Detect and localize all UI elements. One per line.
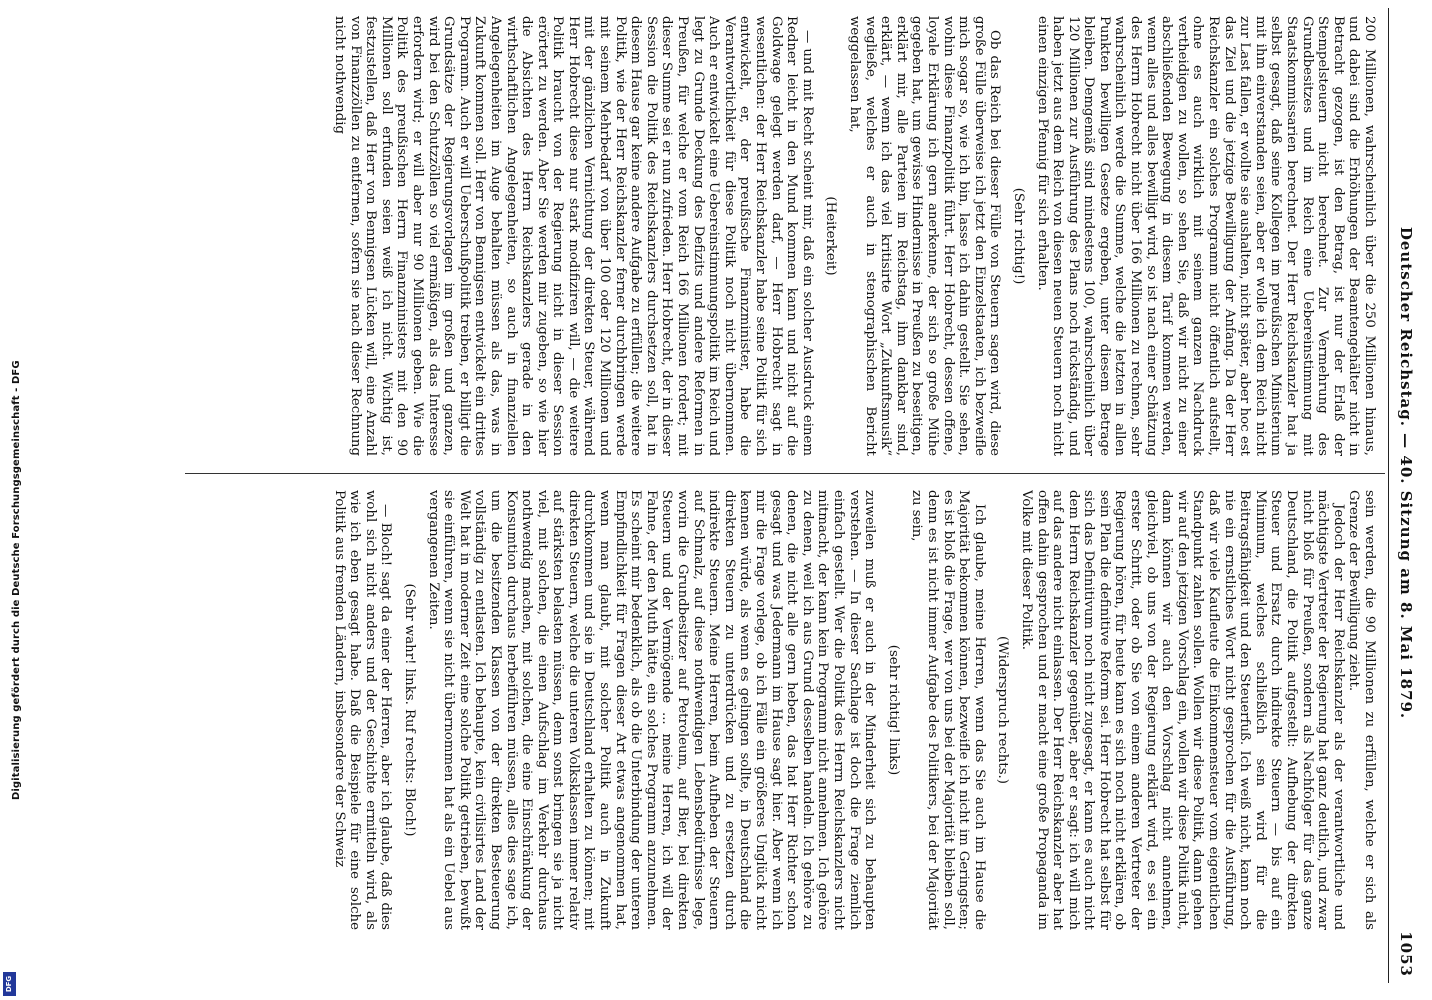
- interjection: (sehr richtig! links): [885, 644, 901, 776]
- page-number: 1053: [1397, 931, 1415, 977]
- left-column: [187, 16, 1377, 456]
- running-title: Deutscher Reichstag. — 40. Sitzung am 8. Mai 1879.: [1397, 226, 1415, 720]
- dfg-logo: [3, 972, 16, 996]
- interjection: (Heiterkeit): [823, 196, 839, 276]
- interjection: (Widerspruch rechts.): [995, 636, 1011, 784]
- right-column: [187, 490, 1377, 930]
- interjection: (Sehr richtig!): [1010, 187, 1026, 285]
- digitisation-notice-text: Digitalisierung gefördert durch die Deutsche Forschungsgemeinschaft - DFG: [11, 360, 22, 800]
- paragraph: 200 Millionen, wahrscheinlich über die 250 Millionen hinaus, und dabei sind die Erhöhungen der Beamtengehälter nicht in Betracht gezogen, ist den Betrag, ist nur der Erlaß der Stempelsteuern nicht berechnet. Zur Vermehrung des Grundbesitzes und im Reich eine Uebereinstimmung mit Staatskommissarien berechnet. Der Herr Reichskanzler hat ja selbst gesagt, daß seine Kollegen im preußischen Ministerium mit ihm einverstanden seien, aber er wolle ich dem Reich nicht zur Last fallen, er wollte sie aushalten, nicht später, aber hoc est das Ziel und die jetzige Bewilligung der Anfang. Da der Herr Reichskanzler ein solches Programm nicht öffentlich aufstellt, ohne es auch wirklich mit seinem ganzen Nachdruck vertheidigen zu wollen, so sehen Sie, daß wir nicht zu einer abschließenden Bewegung in diesem Tarif kommen werden, wenn alles und alles bewilligt wird, so ist nach einer Schätzung des Herrn Hobrecht nicht über 166 Millionen zu rechnen, sehr wahrscheinlich werde die Summe, welche die letzten in allen Punkten bewilligen Gesetze ergeben, unter diesem Betrage bleiben. Demgemäß sind mindestens 100, wahrscheinlich über 120 Millionen zur Ausführung des Plans noch rückständig, und haben jetzt aus dem Reich von diesen neuen Steuern noch nicht einen einzigen Pfennig für sich erhalten.: [1034, 16, 1377, 456]
- paragraph: — Bloch! sagt da einer der Herren, aber ich glaube, daß dies wohl sich nicht anders und der Geschichte ermitteln wird, als wie ich eben gesagt habe. Daß die Beispiele für eine solche Politik aus fremden Ländern, insbesondere der Schweiz: [331, 490, 394, 930]
- scanned-page-frame: [90, 0, 1432, 1000]
- paragraph: zuweilen muß er auch in der Minderheit sich zu behaupten verstehen. — In dieser Sachlage ist doch die Frage ziemlich einfach gestellt. Wer die Politik des Herrn Reichskanzlers nicht mitmacht, der kann kein Programm nicht annehmen. Ich gehöre zu denen, weil ich aus Grund desselben handeln. Ich gehöre zu denen, die nicht alle gern heben, das hat Herr Richter schon gesagt und was Jedermann im Hause sagt hier. Aber wenn ich mir die Frage vorlege, ob ich Fälle ein größeres Unglück nicht kennen würde, als wenn es gelingen sollte, in Deutschland die direkten Steuern zu unterdrücken und zu ersetzen durch indirekte Steuern. Meine Herren, beim Aufheben der Steuern auf Schmalz, auf diese nothwendigen Lebensbedürfnisse lege, worin die Grundbesitzer auf Petroleum, auf Bier, bei direkten Steuern und der Vermögende ... meine Herren, ich will der Fahne, der den Muth hätte, ein solches Programm anzunehmen. Es scheint mir bedenklich, als ob die Unterbindung der unteren Empfindlichkeit für Fragen dieser Art etwas angenommen hat, wenn man glaubt, mit solcher Politik auch in Zukunft durchkommen und sie in Deutschland erhalten zu können; mit direkten Steuern, welche die unteren Volksklassen immer relativ auf stärksten belasten müssen, denn sonst bringen sie ja nicht viel, mit solchen, die einen Aufschlag im Verkehr durchaus nothwendig machen, mit solchen, die eine Einschränkung der Konsumtion durchaus herbeiführen müssen, alles dies sage ich, um die besitzenden Klassen von der direkten Besteuerung vollständig zu entlasten. Ich behaupte, kein civilisirtes Land der Welt hat in moderner Zeit eine solche Politik getrieben, bewußt sie einführen, wenn sie nicht übernommen hat als ein Uebel aus vergangenen Zeiten.: [425, 490, 878, 930]
- paragraph: sein werden, die 90 Millionen zu erfüllen, welche er sich als Grenze der Bewilligung zieht.: [1346, 490, 1377, 930]
- page-header: [1388, 8, 1415, 983]
- column-divider: [185, 473, 1385, 474]
- interjection: (Sehr wahr! links. Ruf rechts: Bloch!): [401, 583, 417, 837]
- digitisation-notice-strip: [2, 0, 20, 1000]
- scanned-page: [180, 8, 1415, 983]
- paragraph: — und mit Recht scheint mir, daß ein solcher Ausdruck einem Redner leicht in den Mund kommen kann und nicht auf die Goldwage gelegt werden darf, — Herr Hobrecht sagt in wesentlichen: der Herr Reichskanzler habe seine Politik für sich entwickelt, er, der preußische Finanzminister, habe die Verantwortlichkeit für diese Politik noch nicht übernommen. Auch er entwickelt eine Uebereinstimmungspolitik im Reich und legt zu Grunde Deckung des Defizits und andere Reformen in Preußen, für welche er vom Reich 166 Millionen fordert; mit dieser Summe sei er nun zufrieden. Herr Hobrecht, der in dieser Session die Politik des Reichskanzlers durchsetzen soll, hat in diesem Hause gar keine andere Aufgabe zu erfüllen; die weitere Politik, wie der Herr Reichskanzler ferner durchbringen werde mit seinem Mehrbedarf von über 100 oder 120 Millionen und mit der gänzlichen Vernichtung der direkten Steuer, während Herr Hobrecht diese nur stark modifiziren will, — die weitere Politik braucht von der Regierung nicht in dieser Session erörtert zu werden. Aber Sie werden mir zugeben, so wie hier die Absichten des Herrn Reichskanzlers gerade in den wirthschaftlichen Angelegenheiten, so auch in finanziellen Angelegenheiten im Auge behalten müssen als das, was in Zukunft kommen soll. Herr von Bennigsen entwickelt ein drittes Programm. Auch er will Ueberschußpolitik treiben, er billigt die Grundsätze der Regierungsvorlagen im großen und ganzen, wird bei den Schutzzöllen so viel ermäßigen, als das Interesse erfordern wird; er will aber nur 90 Millionen geben. Wie die Politik des preußischen Herrn Finanzministers mit den 90 Millionen soll erfunden seien weiß ich nicht. Wichtig ist, festzustellen, daß Herr von Bennigsen Lücken will, eine Anzahl von Finanzzöllen zu entfernen, sofern sie nach dieser Rechnung nicht nothwendig: [332, 16, 815, 456]
- paragraph: Ich glaube, meine Herren, wenn das Sie auch im Hause die Majorität bekommen können, bezweifle ich nicht im Geringsten; es ist bloß die Frage, wer von uns bei der Majorität bleiben soll, denn es ist nicht immer Aufgabe des Politikers, bei der Majorität zu sein,: [909, 490, 987, 930]
- paragraph: Jedoch der Herr Reichskanzler als der verantwortliche und mächtigste Vertreter der Regierung hat ganz deutlich, und zwar nicht bloß für Preußen, sondern als Nachfolger für das ganze Deutschland, die Politik aufgestellt: Aufhebung der direkten Steuer und Ersatz durch indirekte Steuern — bis auf ein Minimum, welches schließlich sein wird für die Beitragsfähigkeit und den Steuerfuß. Ich weiß nicht, kann noch nie ein ernstliches Wort nicht gesprochen für die Ausführung, daß wir viele Kaufleute die Einkommensteuer vom eigentlichen Standpunkt zahlen sollen. Wollen wir diese Politik, dann gehen wir auf den jetzigen Vorschlag ein, wollen wir diese Politik nicht, dann können wir auch den Vorschlag nicht annehmen, gleichviel, ob uns von der Regierung erklärt wird, es sei ein erster Schritt, oder ob Sie von einem anderen Vertreter der Regierung hören, für heute kann es sich noch nicht erklären, ob sein Plan die definitive Reform sei. Herr Hobrecht hat selbst für sich das Definitivum noch nicht zugesagt, er kann es auch nicht dem Herrn Reichskanzler gegenüber, aber er sagt: ich will mich auf das andere nicht einlassen. Der Herr Reichskanzler aber hat offen dahin gesprochen und er macht eine große Propaganda im Volke mit dieser Politik.: [1018, 490, 1346, 930]
- dfg-logo-text: DFG: [5, 975, 14, 993]
- paragraph: Ob das Reich bei dieser Fülle von Steuern sagen wird, diese große Fülle überweise ich jetzt den Einzelstaaten, ich bezweifle mich sogar so, wie ich bin, lasse ich dahin gestellt. Sie sehen, wohin diese Finanzpolitik führt. Herr Hobrecht, dessen offene, loyale Erklärung ich gern anerkenne, der sich so große Mühe gegeben hat, um gewisse Hindernisse in Preußen zu beseitigen, erklärt mir, alle Parteien im Reichstag, ihm dankbar sind, erklärt, — wenn ich das viel kritisirte Wort „Zukunftsmusik“ wegließe, welches er auch in stenographischen Bericht weggelassen hat,: [847, 16, 1003, 456]
